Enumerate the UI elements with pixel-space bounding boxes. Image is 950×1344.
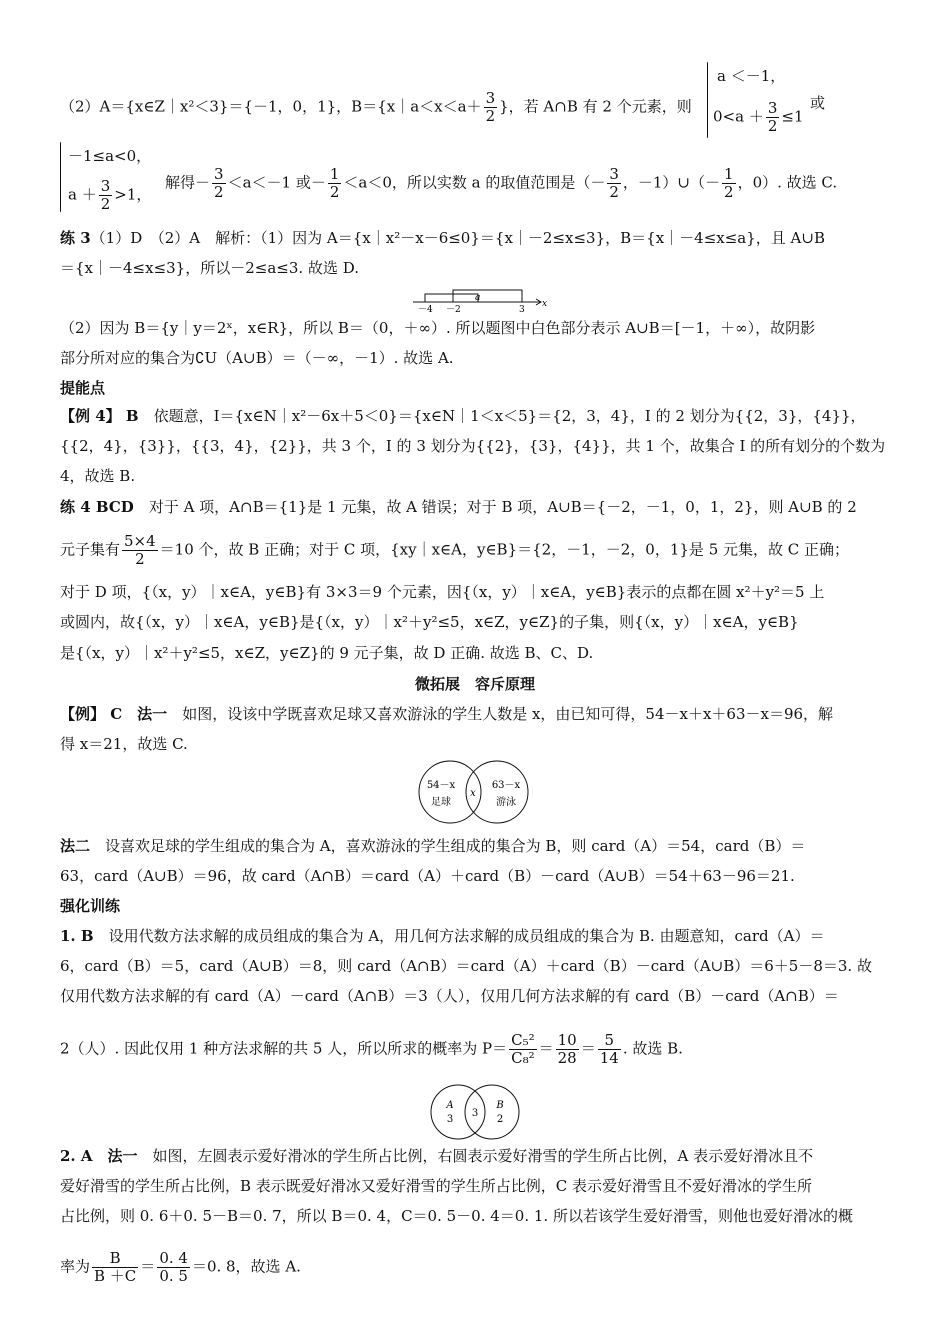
- lian4-line1: 练 4 BCD 对于 A 项，A∩B＝{1}是 1 元集，故 A 错误；对于 B 项，A∪B＝{－2，－1，0，1，2}，则 A∪B 的 2: [60, 498, 857, 516]
- venn-label: 游泳: [496, 797, 516, 808]
- lian3-line2: ＝{x｜－4≤x≤3}，所以－2≤a≤3. 故选 D.: [60, 259, 359, 277]
- venn-diagram-methods: [428, 1082, 522, 1142]
- ex-line4: 63，card（A∪B）＝96，故 card（A∩B）＝card（A）＋card（B）－card（A∪B）＝54＋63－96＝21.: [60, 867, 795, 885]
- lian4-line4: 或圆内，故{（x，y）｜x∈A，y∈B}是{（x，y）｜x²＋y²≤5，x∈Z，y∈Z}的子集，则{（x，y）｜x∈A，y∈B}: [60, 613, 799, 631]
- lian3-line4: 部分所对应的集合为∁U（A∪B）＝（－∞，－1）. 故选 A.: [60, 349, 454, 367]
- q2-line1: 2. A 法一 如图，左圆表示爱好滑冰的学生所占比例，右圆表示爱好滑雪的学生所占比例，A 表示爱好滑冰且不: [60, 1147, 814, 1165]
- venn-label: 63－x: [491, 780, 521, 791]
- section-heading: 强化训练: [60, 897, 121, 915]
- ex4-line2: {{2，4}，{3}}，{{3，4}，{2}}，共 3 个，I 的 3 划分为{{2}，{3}，{4}}，共 1 个，故集合 I 的所有划分的个数为: [60, 437, 886, 455]
- q1-line4: 2（人）. 因此仅用 1 种方法求解的共 5 人，所以所求的概率为 P＝ $\frac{\text{C₅²}}{\text{C₈²}}$ ＝ $\frac{10}{28}$ ＝ $\frac{5}{14}$ . 故选 B.: [60, 1031, 683, 1067]
- solution-line: 解得－ $\frac{3}{2}$ ＜a＜－1 或－ $\frac{1}{2}$ ＜a＜0，所以实数 a 的取值范围是（－ $\frac{3}{2}$ ，－1）∪（－ $\frac{1}{2}$ ，0）. 故选 C.: [165, 165, 838, 201]
- venn-diagram-football-swimming: [410, 758, 538, 826]
- venn-label: x: [470, 788, 476, 799]
- ex4-line3: 4，故选 B.: [60, 467, 136, 485]
- q1-line1: 1. B 设用代数方法求解的成员组成的集合为 A，用几何方法求解的成员组成的集合为 B. 由题意知，card（A）＝: [60, 927, 825, 945]
- ex4-line1: 【例 4】 B 依题意，I＝{x∈N｜x²－6x＋5＜0}＝{x∈N｜1＜x＜5}＝{2，3，4}，I 的 2 划分为{{2，3}，{4}}，: [60, 407, 866, 425]
- venn-label: 3: [471, 1108, 479, 1119]
- venn-label: B: [496, 1100, 504, 1111]
- venn-label: 足球: [431, 797, 451, 808]
- system1-row1: a ＜－1，: [717, 67, 786, 85]
- lian4-line2: 元子集有 $\frac{5\times 4}{2}$ ＝10 个，故 B 正确；对于 C 项，{xy｜x∈A，y∈B}＝{2，－1，－2，0，1}是 5 元集，故 C 正确；: [60, 532, 850, 568]
- q1-line2: 6，card（B）＝5，card（A∪B）＝8，则 card（A∩B）＝card（A）＋card（B）－card（A∪B）＝6＋5－8＝3. 故: [60, 957, 872, 975]
- q2-line3: 占比例，则 0. 6＋0. 5－B＝0. 7，所以 B＝0. 4，C＝0. 5－0. 4＝0. 1. 所以若该学生爱好滑雪，则他也爱好滑冰的概: [60, 1207, 853, 1225]
- lian4-line3: 对于 D 项，{（x，y）｜x∈A，y∈B}有 3×3＝9 个元素，因{（x，y）｜x∈A，y∈B}表示的点都在圆 x²＋y²＝5 上: [60, 583, 825, 601]
- section-title: 微拓展 容斥原理: [414, 675, 535, 693]
- system1-row2: 0<a ＋ $\frac{3}{2}$ ≤1: [713, 99, 804, 135]
- q2-line2: 爱好滑雪的学生所占比例，B 表示既爱好滑冰又爱好滑雪的学生所占比例，C 表示爱好滑雪且不爱好滑冰的学生所: [60, 1177, 813, 1195]
- venn-label: A: [446, 1100, 454, 1111]
- q1-line3: 仅用代数方法求解的有 card（A）－card（A∩B）＝3（人），仅用几何方法求解的有 card（B）－card（A∩B）＝: [60, 987, 839, 1005]
- venn-label: 54－x: [426, 780, 456, 791]
- number-line-figure: [405, 288, 555, 316]
- section-heading: 提能点: [60, 379, 106, 397]
- system2-row2: a ＋ $\frac{3}{2}$ >1，: [68, 177, 152, 213]
- lian3-line3: （2）因为 B＝{y｜y＝2ˣ，x∈R}，所以 B＝（0，＋∞）. 所以题图中白色部分表示 A∪B＝[－1，＋∞），故阴影: [60, 319, 816, 337]
- system-brace: [707, 62, 708, 138]
- text: （2）A＝{x∈Z｜x²＜3}＝{－1，0，1}，B＝{x｜a＜x＜a＋: [60, 97, 482, 116]
- ex-line2: 得 x＝21，故选 C.: [60, 735, 188, 753]
- fraction: $\frac{3}{2}$: [485, 89, 496, 125]
- venn-label: 2: [496, 1114, 504, 1125]
- ex-line1: 【例】 C 法一 如图，设该中学既喜欢足球又喜欢游泳的学生人数是 x，由已知可得，54－x＋x＋63－x＝96，解: [60, 705, 834, 723]
- q2-line4: 率为 $\frac{B}{B +C}$ ＝ $\frac{0. 4}{0. 5}$ ＝0. 8，故选 A.: [60, 1249, 301, 1285]
- venn-label: 3: [446, 1114, 454, 1125]
- system2-row1: －1≤a<0，: [68, 147, 152, 165]
- axis-label: x: [542, 299, 548, 309]
- lian4-line5: 是{（x，y）｜x²＋y²≤5，x∈Z，y∈Z}的 9 元子集，故 D 正确. 故选 B、C、D.: [60, 644, 594, 662]
- or-text: 或: [810, 94, 826, 112]
- ex-line3: 法二 设喜欢足球的学生组成的集合为 A，喜欢游泳的学生组成的集合为 B，则 card（A）＝54，card（B）＝: [60, 837, 806, 855]
- text: }，若 A∩B 有 2 个元素，则: [499, 97, 692, 116]
- tick-label: －2: [446, 305, 461, 315]
- system-brace: [60, 142, 61, 212]
- tick-label: 3: [519, 305, 525, 315]
- tick-label: －4: [418, 305, 433, 315]
- tick-label: a: [475, 293, 481, 303]
- lian3-line1: 练 3（1）D （2）A 解析：（1）因为 A＝{x｜x²－x－6≤0}＝{x｜－2≤x≤3}，B＝{x｜－4≤x≤a}，且 A∪B: [60, 229, 825, 247]
